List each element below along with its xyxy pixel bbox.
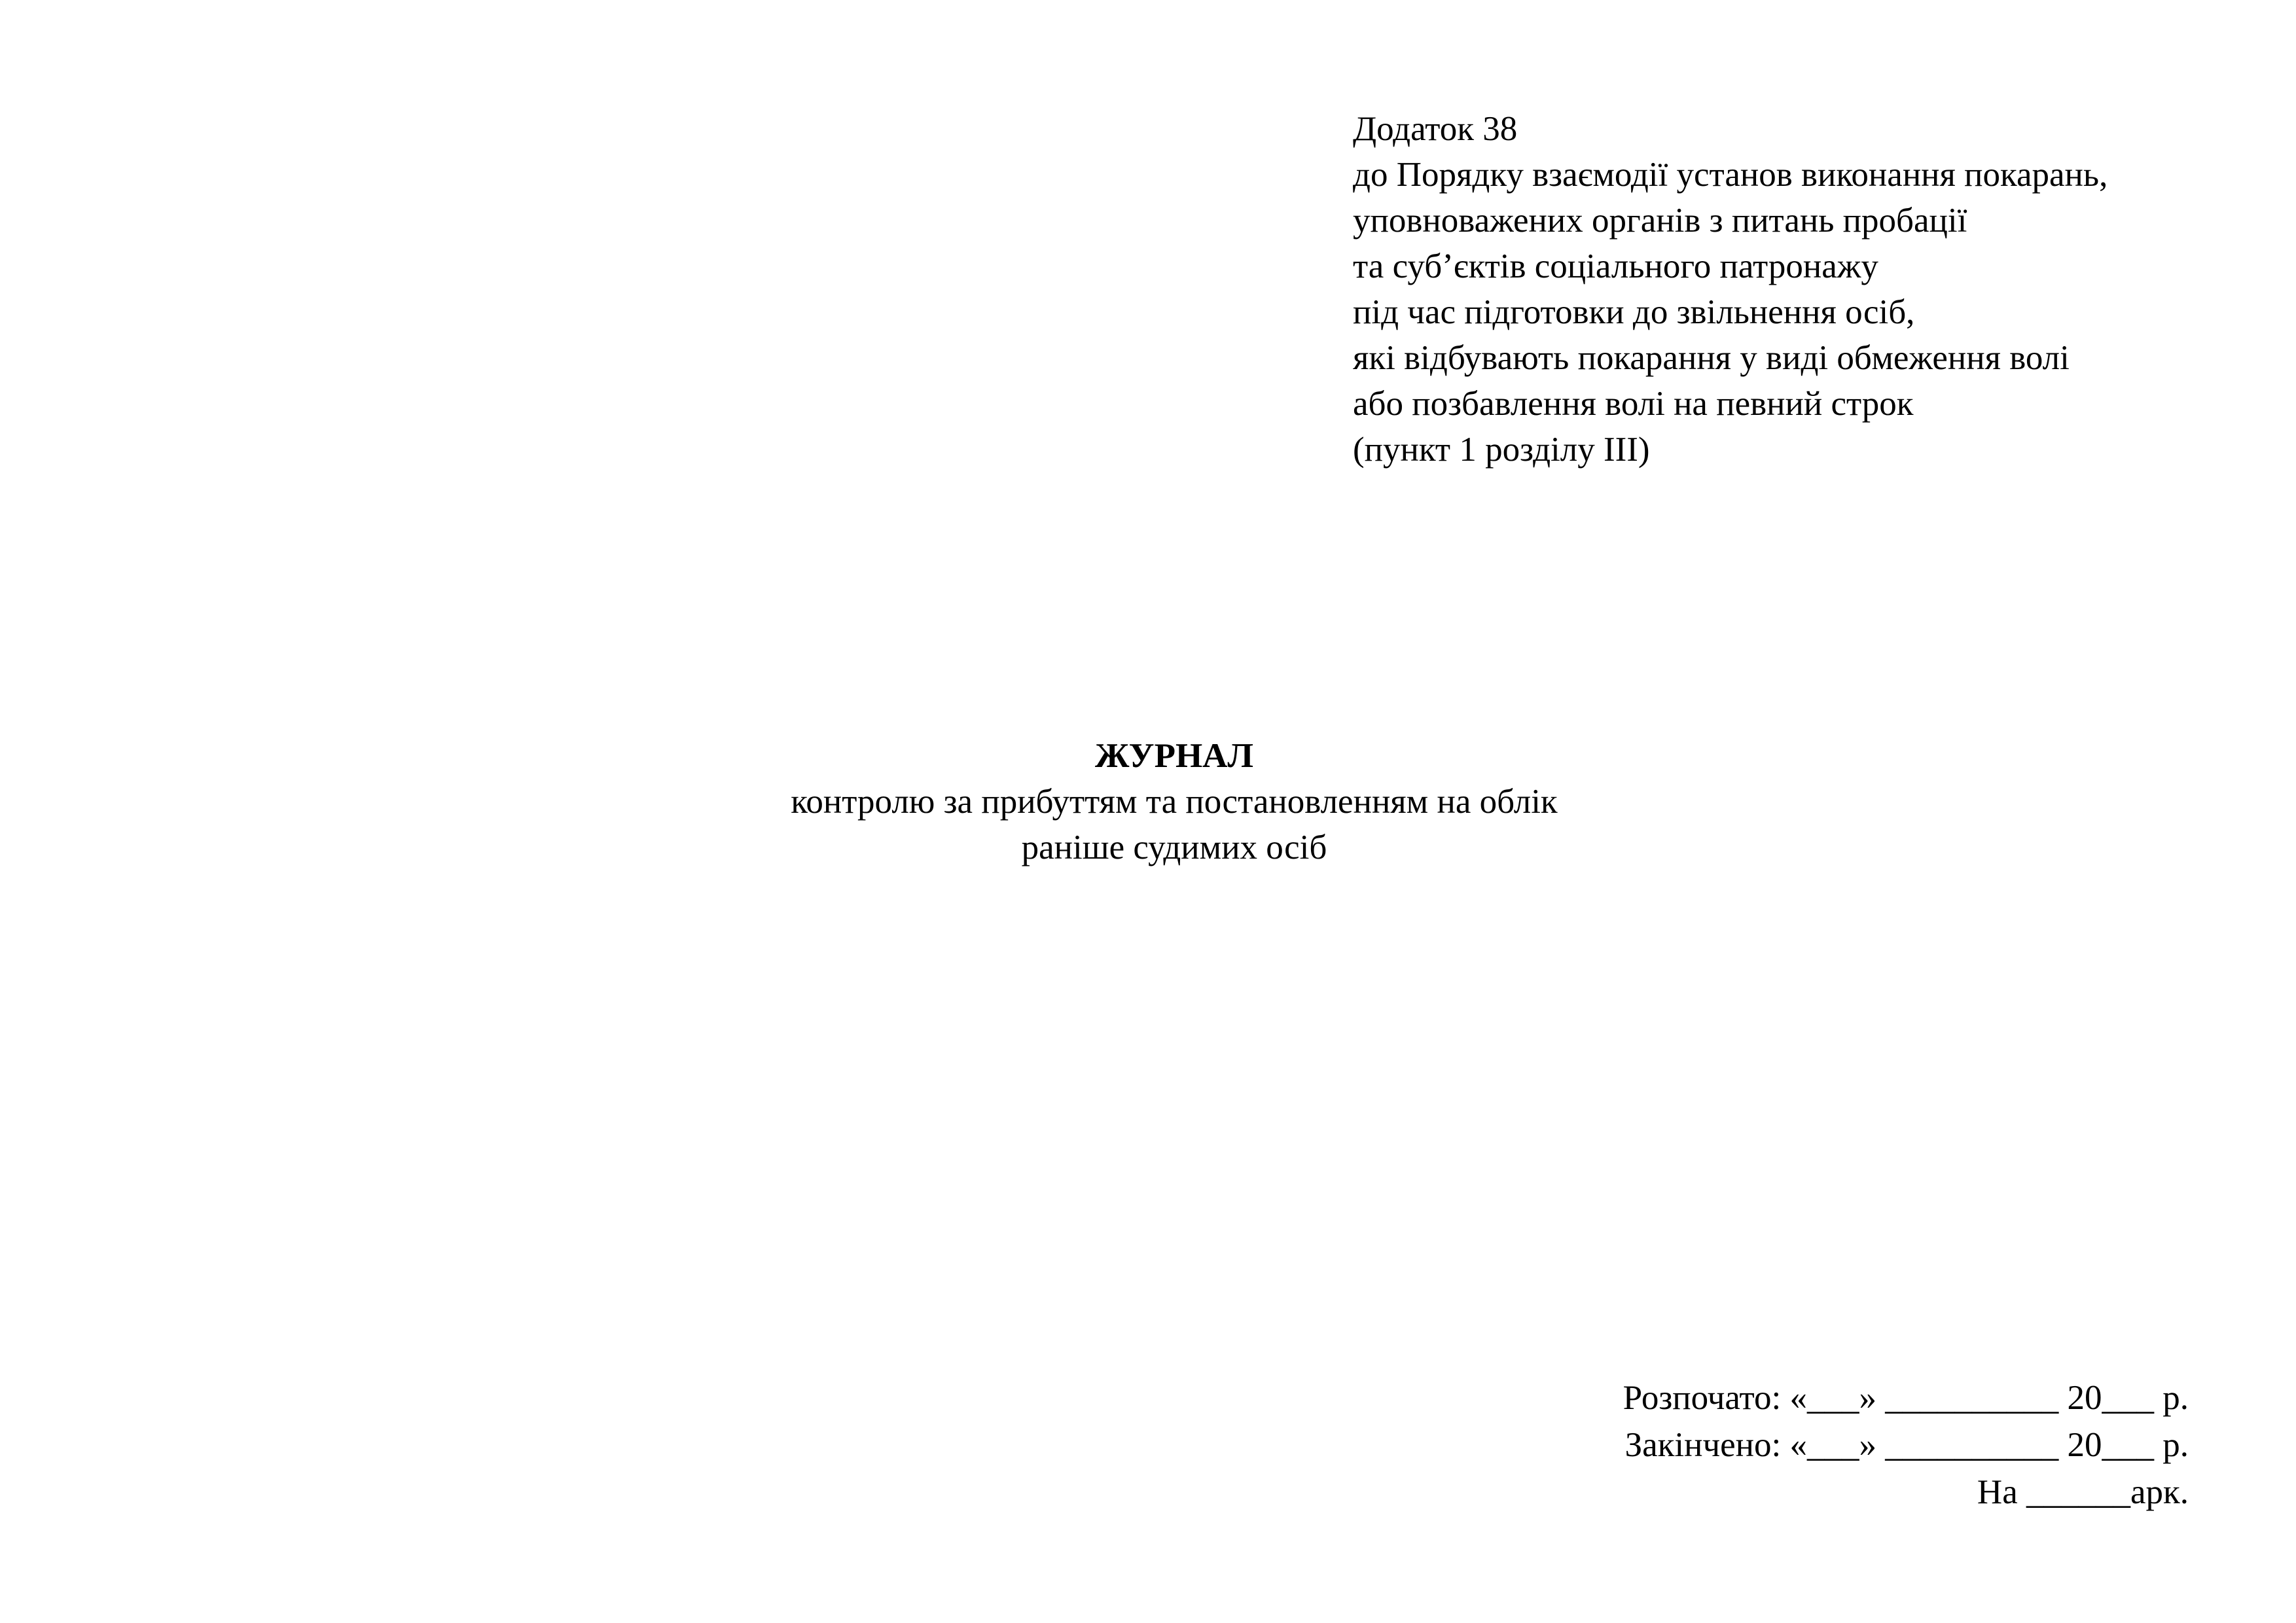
- journal-subtitle-line: раніше судимих осіб: [1021, 829, 1327, 866]
- journal-heading: ЖУРНАЛ: [1095, 737, 1253, 775]
- appendix-line: та суб’єктів соціального патронажу: [1353, 247, 1878, 285]
- journal-dates-block: [1623, 1374, 2189, 1516]
- appendix-line: уповноважених органів з питань пробації: [1353, 202, 1967, 240]
- appendix-number: Додаток 38: [1353, 110, 1518, 148]
- journal-subtitle-line: контролю за прибуттям та постановленням на облік: [791, 783, 1558, 821]
- finished-date-line: Закінчено: «___» __________ 20___ р.: [1624, 1426, 2189, 1464]
- started-date-line: Розпочато: «___» __________ 20___ р.: [1623, 1379, 2189, 1417]
- appendix-reference: [1353, 106, 2256, 473]
- appendix-line: під час підготовки до звільнення осіб,: [1353, 293, 1915, 331]
- sheets-count-line: На ______арк.: [1977, 1473, 2189, 1511]
- appendix-line: які відбувають покарання у виді обмеження волі: [1353, 339, 2070, 377]
- appendix-line: до Порядку взаємодії установ виконання покарань,: [1353, 156, 2108, 194]
- journal-title-block: [0, 733, 2296, 870]
- appendix-clause: (пункт 1 розділу ІІІ): [1353, 431, 1650, 469]
- appendix-line: або позбавлення волі на певний строк: [1353, 385, 1914, 423]
